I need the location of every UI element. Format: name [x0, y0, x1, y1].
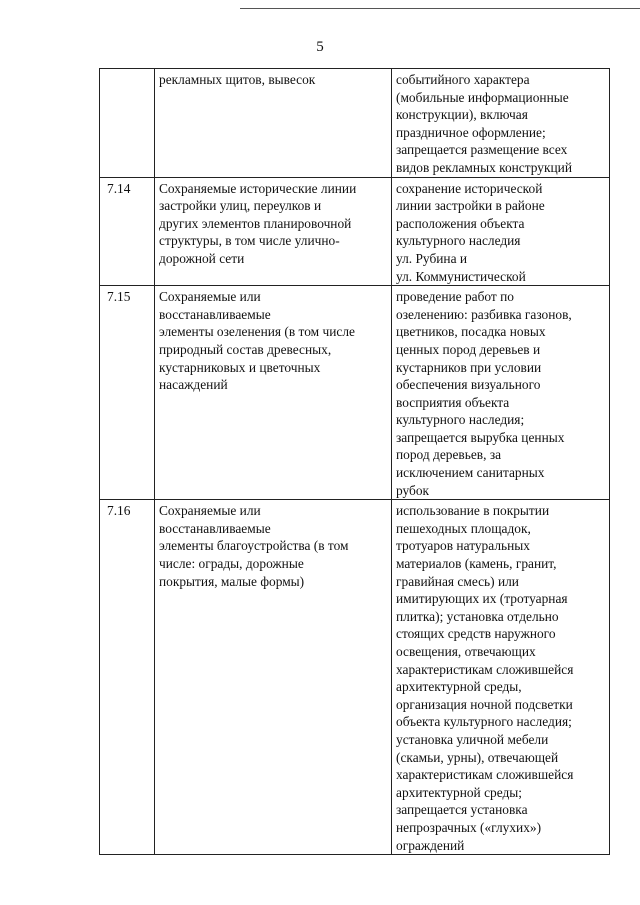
table-row: [100, 177, 610, 286]
feature-cell: [155, 177, 392, 286]
feature-text: Сохраняемые или восстанавливаемые элементы благоустройства (в том числе: ограды, дорожные покрытия, малые формы): [159, 503, 349, 589]
feature-text: Сохраняемые или восстанавливаемые элементы озеленения (в том числе природный состав древесных, кустарниковых и цветочных насаждений: [159, 289, 355, 393]
requirement-cell: [392, 500, 610, 855]
row-number-cell: [100, 500, 155, 855]
regulations-table: [99, 68, 610, 855]
requirement-text: событийного характера (мобильные информационные конструкции), включая праздничное оформление; запрещается размещение всех видов рекламных конструкций: [396, 72, 572, 175]
feature-text: Сохраняемые исторические линии застройки улиц, переулков и других элементов планировочной структуры, в том числе улично- дорожной сети: [159, 180, 357, 266]
row-number-cell: [100, 177, 155, 286]
requirement-cell: [392, 286, 610, 500]
table-row: [100, 500, 610, 855]
requirement-cell: [392, 69, 610, 178]
table-row: [100, 69, 610, 178]
row-number: 7.15: [107, 289, 131, 305]
row-number-cell: [100, 69, 155, 178]
feature-text: рекламных щитов, вывесок: [159, 72, 316, 87]
requirement-text: проведение работ по озеленению: разбивка газонов, цветников, посадка новых ценных пород деревьев и кустарников при условии обеспечения визуального восприятия объекта культурного наследия; запрещается вырубка ценных пород деревьев, за исключением санитарных рубок: [396, 289, 572, 498]
feature-cell: [155, 500, 392, 855]
feature-cell: [155, 286, 392, 500]
row-number: 7.14: [107, 180, 131, 196]
requirement-text: использование в покрытии пешеходных площадок, тротуаров натуральных материалов (камень, гранит, гравийная смесь) или имитирующих их (тротуарная плитка); установка отдельно стоящих средств наружного освещения, отвечающих характеристикам сложившейся архитектурной среды, организация ночной подсветки объекта культурного наследия; установка уличной мебели (скамьи, урны), отвечающей характеристикам сложившейся архитектурной среды; запрещается установка непрозрачных («глухих») ограждений: [396, 503, 574, 853]
row-number: 7.16: [107, 503, 131, 519]
requirement-text: сохранение исторической линии застройки в районе расположения объекта культурного наследия ул. Рубина и ул. Коммунистической: [396, 180, 545, 284]
page-number: 5: [316, 39, 324, 55]
row-number-cell: [100, 286, 155, 500]
requirement-cell: [392, 177, 610, 286]
feature-cell: [155, 69, 392, 178]
header-rule: [240, 8, 640, 9]
table-row: [100, 286, 610, 500]
